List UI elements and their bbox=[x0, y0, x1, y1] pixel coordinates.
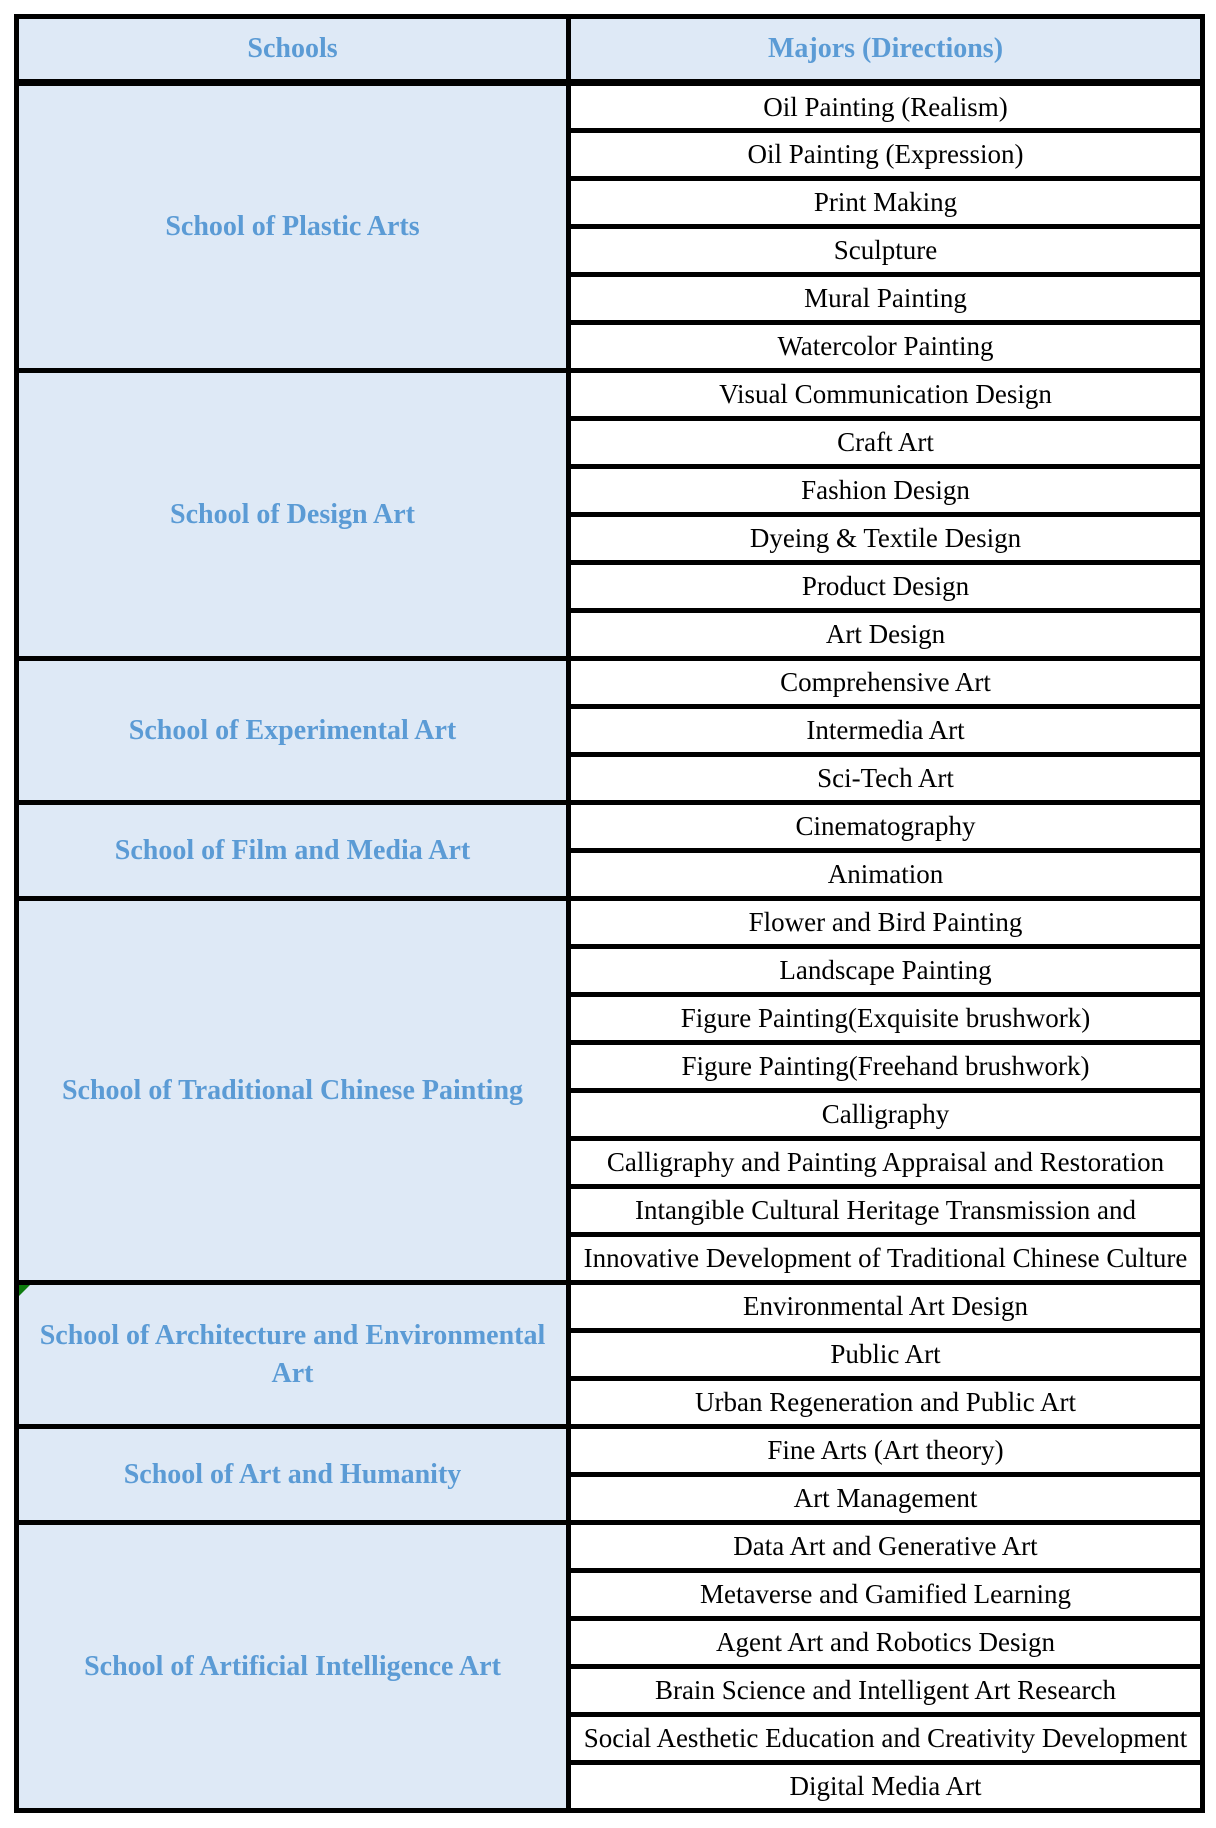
major-cell: Intermedia Art bbox=[569, 707, 1203, 755]
school-cell-traditional-chinese-painting bbox=[17, 899, 569, 1283]
major-cell: Craft Art bbox=[569, 419, 1203, 467]
table-row bbox=[17, 83, 1203, 131]
major-cell: Intangible Cultural Heritage Transmission and bbox=[569, 1187, 1203, 1235]
table-row bbox=[17, 659, 1203, 707]
school-cell-film-media-art bbox=[17, 803, 569, 899]
major-cell: Art Design bbox=[569, 611, 1203, 659]
major-cell: Fashion Design bbox=[569, 467, 1203, 515]
major-cell: Figure Painting(Exquisite brushwork) bbox=[569, 995, 1203, 1043]
major-cell: Fine Arts (Art theory) bbox=[569, 1427, 1203, 1475]
major-cell: Comprehensive Art bbox=[569, 659, 1203, 707]
major-cell: Social Aesthetic Education and Creativity Development bbox=[569, 1715, 1203, 1763]
schools-majors-table bbox=[14, 14, 1205, 1813]
major-cell: Calligraphy bbox=[569, 1091, 1203, 1139]
major-cell: Product Design bbox=[569, 563, 1203, 611]
school-cell-experimental-art bbox=[17, 659, 569, 803]
table-row bbox=[17, 803, 1203, 851]
school-cell-architecture-environmental-art bbox=[17, 1283, 569, 1427]
cell-error-flag-icon bbox=[19, 1285, 30, 1296]
major-cell: Environmental Art Design bbox=[569, 1283, 1203, 1331]
major-cell: Urban Regeneration and Public Art bbox=[569, 1379, 1203, 1427]
header-row bbox=[17, 17, 1203, 83]
table-row bbox=[17, 1427, 1203, 1475]
header-majors: Majors (Directions) bbox=[569, 17, 1203, 83]
school-cell-plastic-arts bbox=[17, 83, 569, 371]
header-schools: Schools bbox=[17, 17, 569, 83]
major-cell: Digital Media Art bbox=[569, 1763, 1203, 1811]
major-cell: Dyeing & Textile Design bbox=[569, 515, 1203, 563]
school-name: School of Architecture and Environmental Art bbox=[39, 1319, 546, 1389]
school-name: School of Art and Humanity bbox=[123, 1458, 462, 1490]
table-row bbox=[17, 371, 1203, 419]
school-name: School of Traditional Chinese Painting bbox=[61, 1074, 524, 1106]
major-cell: Innovative Development of Traditional Chinese Culture bbox=[569, 1235, 1203, 1283]
major-cell: Data Art and Generative Art bbox=[569, 1523, 1203, 1571]
school-name: School of Design Art bbox=[170, 498, 415, 530]
school-name: School of Plastic Arts bbox=[165, 211, 420, 243]
major-cell: Brain Science and Intelligent Art Research bbox=[569, 1667, 1203, 1715]
school-cell-art-humanity bbox=[17, 1427, 569, 1523]
major-cell: Agent Art and Robotics Design bbox=[569, 1619, 1203, 1667]
table-row bbox=[17, 899, 1203, 947]
major-cell: Metaverse and Gamified Learning bbox=[569, 1571, 1203, 1619]
major-cell: Sculpture bbox=[569, 227, 1203, 275]
major-cell: Calligraphy and Painting Appraisal and Restoration bbox=[569, 1139, 1203, 1187]
school-cell-design-art bbox=[17, 371, 569, 659]
table-row bbox=[17, 1283, 1203, 1331]
major-cell: Watercolor Painting bbox=[569, 323, 1203, 371]
major-cell: Sci-Tech Art bbox=[569, 755, 1203, 803]
major-cell: Oil Painting (Expression) bbox=[569, 131, 1203, 179]
major-cell: Oil Painting (Realism) bbox=[569, 83, 1203, 131]
major-cell: Visual Communication Design bbox=[569, 371, 1203, 419]
major-cell: Figure Painting(Freehand brushwork) bbox=[569, 1043, 1203, 1091]
major-cell: Mural Painting bbox=[569, 275, 1203, 323]
school-name: School of Artificial Intelligence Art bbox=[84, 1650, 501, 1682]
school-cell-artificial-intelligence-art bbox=[17, 1523, 569, 1811]
major-cell: Landscape Painting bbox=[569, 947, 1203, 995]
major-cell: Public Art bbox=[569, 1331, 1203, 1379]
major-cell: Art Management bbox=[569, 1475, 1203, 1523]
major-cell: Flower and Bird Painting bbox=[569, 899, 1203, 947]
table-row bbox=[17, 1523, 1203, 1571]
major-cell: Animation bbox=[569, 851, 1203, 899]
major-cell: Cinematography bbox=[569, 803, 1203, 851]
school-name: School of Film and Media Art bbox=[114, 834, 471, 866]
school-name: School of Experimental Art bbox=[128, 714, 457, 746]
major-cell: Print Making bbox=[569, 179, 1203, 227]
table-header bbox=[17, 17, 1203, 83]
